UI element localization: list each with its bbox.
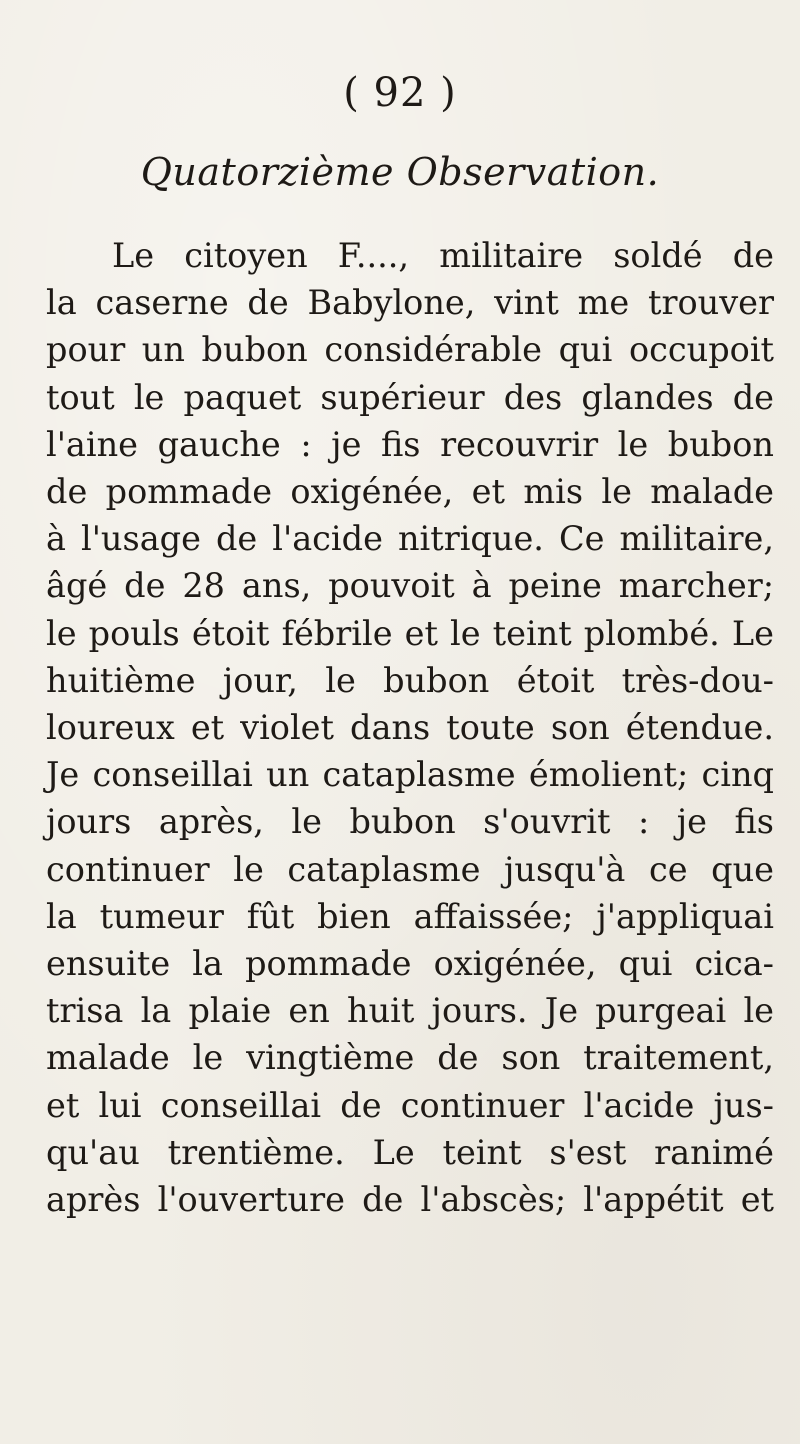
text-line: loureux et violet dans toute son étendue. xyxy=(46,708,774,748)
page-number: ( 92 ) xyxy=(343,70,457,116)
text-line: Je conseillai un cataplasme émolient; cinq xyxy=(46,755,774,795)
text-line: huitième jour, le bubon étoit très-dou- xyxy=(46,660,774,700)
text-line: après l'ouverture de l'abscès; l'appétit et xyxy=(46,1180,774,1220)
text-line: âgé de 28 ans, pouvoit à peine marcher; xyxy=(46,566,774,606)
section-heading: Quatorzième Observation. xyxy=(140,150,660,194)
text-line: et lui conseillai de continuer l'acide jus- xyxy=(46,1085,774,1125)
text-line: continuer le cataplasme jusqu'à ce que xyxy=(46,849,774,889)
text-line: qu'au trentième. Le teint s'est ranimé xyxy=(46,1132,774,1172)
body-text xyxy=(46,232,774,1223)
text-line: de pommade oxigénée, et mis le malade xyxy=(46,472,774,512)
text-line: le pouls étoit fébrile et le teint plombé. Le xyxy=(46,613,774,653)
text-line: malade le vingtième de son traitement, xyxy=(46,1038,774,1078)
text-line: à l'usage de l'acide nitrique. Ce militaire, xyxy=(46,519,774,559)
text-line: jours après, le bubon s'ouvrit : je fis xyxy=(46,802,774,842)
text-line: tout le paquet supérieur des glandes de xyxy=(46,377,774,417)
text-line: ensuite la pommade oxigénée, qui cica- xyxy=(46,944,774,984)
text-line: l'aine gauche : je fis recouvrir le bubon xyxy=(46,424,774,464)
text-line: la tumeur fût bien affaissée; j'appliquai xyxy=(46,896,774,936)
text-line: Le citoyen F...., militaire soldé de xyxy=(112,236,774,275)
text-line: pour un bubon considérable qui occupoit xyxy=(46,330,774,370)
text-line: la caserne de Babylone, vint me trouver xyxy=(46,283,774,323)
text-line: trisa la plaie en huit jours. Je purgeai le xyxy=(46,991,774,1031)
